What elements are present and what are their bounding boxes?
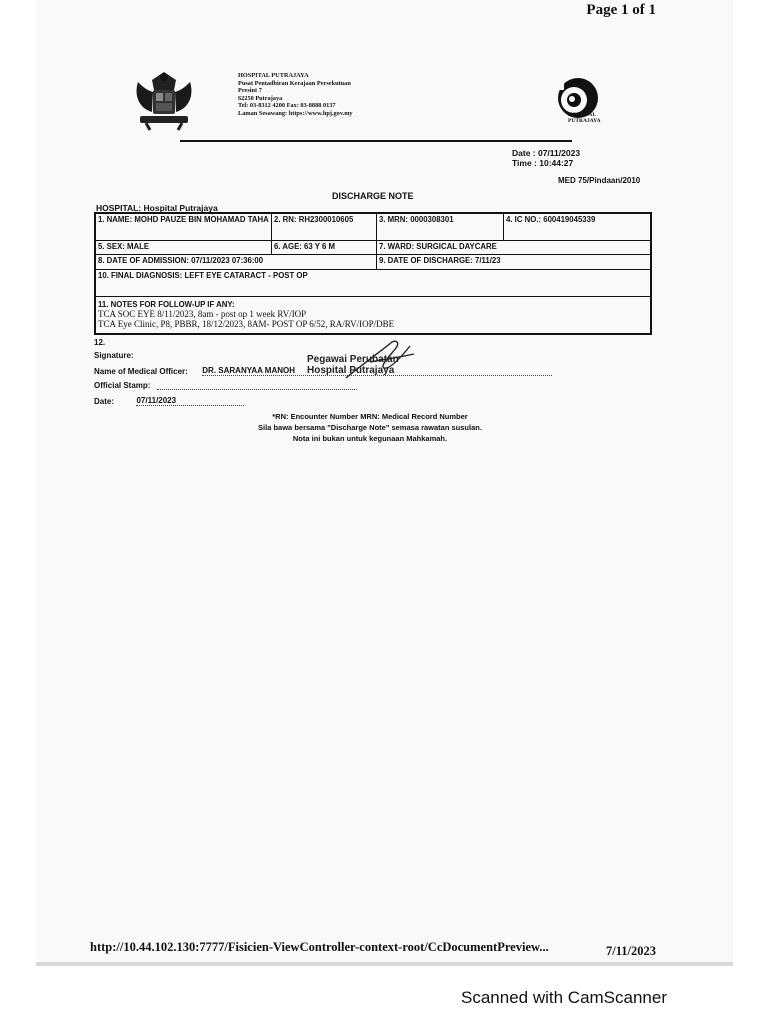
discharge-date-cell: 9. DATE OF DISCHARGE: 7/11/23 [376, 254, 651, 270]
stamp-row [94, 381, 357, 390]
ward-cell: 7. WARD: SURGICAL DAYCARE [376, 240, 651, 255]
official-stamp: Pegawai Perubatan Hospital Putrajaya [307, 354, 399, 376]
scanned-page [36, 0, 733, 962]
admission-cell: 8. DATE OF ADMISSION: 07/11/2023 07:36:00 [95, 254, 377, 270]
age-cell: 6. AGE: 63 Y 6 M [271, 240, 377, 255]
section-12: 12. [94, 338, 106, 347]
name-cell: 1. NAME: MOHD PAUZE BIN MOHAMAD TAHA [95, 213, 272, 241]
officer-name: DR. SARANYAA MANOH [202, 366, 552, 376]
address-line: Presint 7 [238, 87, 262, 95]
camscanner-watermark: Scanned with CamScanner [461, 988, 668, 1007]
date-row [94, 396, 244, 406]
print-time: Time : 10:44:27 [512, 158, 574, 168]
document-title: DISCHARGE NOTE [332, 191, 414, 201]
footnote-disclaimer: Nota ini bukan untuk kegunaan Mahkamah. [292, 434, 448, 443]
address-line: 62250 Putrajaya [238, 94, 283, 102]
address-line: Pusat Pentadbiran Kerajaan Persekutuan [238, 79, 351, 87]
rn-cell: 2. RN: RH2300010605 [271, 213, 377, 241]
logo-caption: HOSPITAL PUTRAJAYA [568, 112, 601, 124]
hospital-field: HOSPITAL: Hospital Putrajaya [96, 203, 218, 213]
notes-label: 11. NOTES FOR FOLLOW-UP IF ANY: [98, 300, 235, 309]
form-reference: MED 75/Pindaan/2010 [558, 176, 641, 185]
page-edge [36, 962, 733, 966]
date-value: 07/11/2023 [136, 396, 244, 406]
ic-cell: 4. IC NO.: 600419045339 [503, 213, 651, 241]
date-label: Date: [94, 397, 115, 406]
print-date: Date : 07/11/2023 [512, 148, 581, 158]
handwritten-signature [340, 336, 420, 384]
phone-fax: Tel: 03-8312 4200 Fax: 03-8888 0137 [238, 102, 336, 110]
sex-cell: 5. SEX: MALE [95, 240, 272, 255]
hospital-name: HOSPITAL PUTRAJAYA [238, 72, 309, 79]
malaysia-crest-icon [128, 68, 200, 134]
footnote-legend: *RN: Encounter Number MRN: Medical Record Number [272, 412, 468, 421]
header-divider [180, 140, 572, 142]
notes-line: TCA Eye Clinic, P8, PBBR, 18/12/2023, 8AM- POST OP 6/52, RA/RV/IOP/DBE [98, 319, 395, 329]
website: Laman Sesawang: https://www.hpj.gov.my [238, 109, 353, 117]
stamp-label: Official Stamp: [94, 381, 151, 390]
print-datetime [512, 148, 580, 168]
notes-line: TCA SOC EYE 8/11/2023, 8am - post op 1 week RV/IOP [98, 309, 307, 319]
officer-label: Name of Medical Officer: [94, 367, 188, 376]
print-url: http://10.44.102.130:7777/Fisicien-ViewController-context-root/CcDocumentPreview... [90, 940, 549, 954]
followup-notes-cell [95, 296, 651, 334]
discharge-details-table [94, 212, 652, 335]
footnote-instruction: Sila bawa bersama "Discharge Note" semasa rawatan susulan. [258, 423, 482, 432]
print-footer-date: 7/11/2023 [606, 944, 657, 958]
footnotes [200, 411, 540, 444]
page-number: Page 1 of 1 [586, 2, 656, 18]
mrn-cell: 3. MRN: 0000308301 [376, 213, 504, 241]
signature-label: Signature: [94, 351, 134, 360]
diagnosis-cell: 10. FINAL DIAGNOSIS: LEFT EYE CATARACT - POST OP [95, 269, 651, 297]
hospital-address-block [238, 72, 353, 118]
